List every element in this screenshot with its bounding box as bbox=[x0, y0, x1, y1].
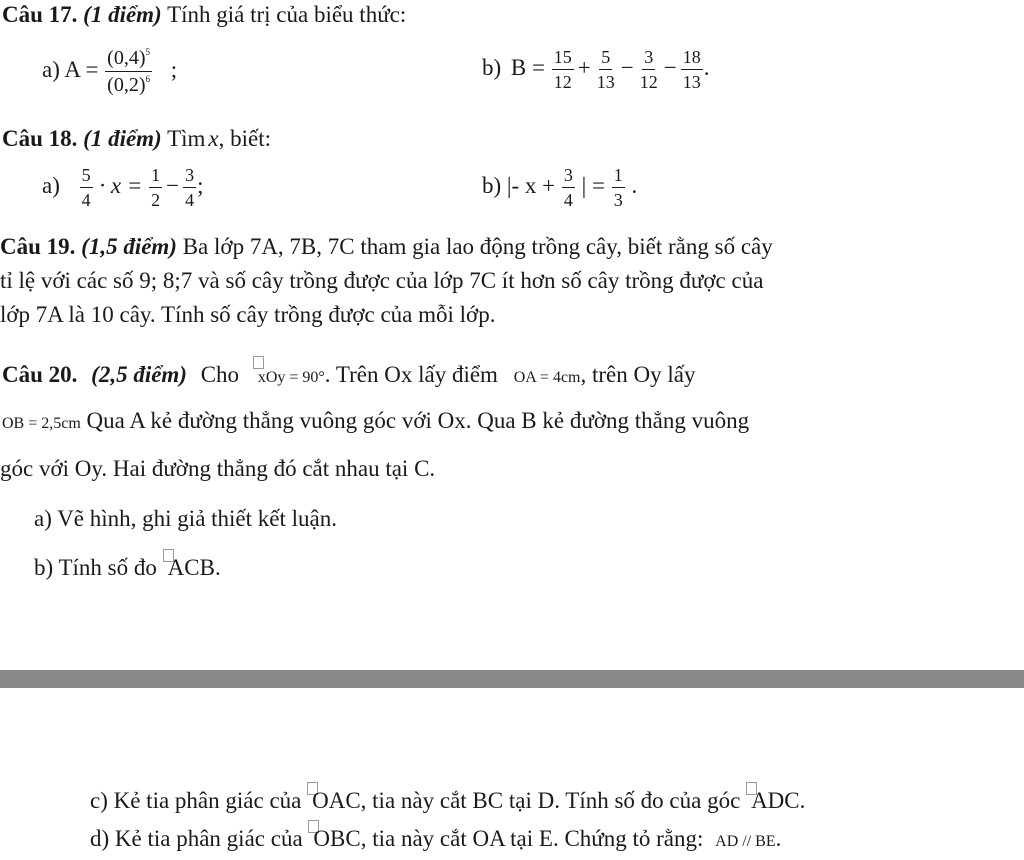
q17-b-op-2: − bbox=[620, 54, 634, 80]
q18-prompt-pre: Tìm bbox=[167, 126, 206, 151]
q20-d-mid: , tia này cắt OA tại E. Chứng tỏ rằng: bbox=[360, 826, 704, 851]
q18-label: Câu 18. bbox=[2, 126, 78, 151]
q20-c-end: . bbox=[799, 788, 806, 813]
q17-b-frac-4-den: 13 bbox=[682, 72, 701, 92]
q17-a-label: a) bbox=[42, 56, 60, 82]
q20-d-angle: OBC bbox=[313, 826, 361, 851]
q17-b-frac-4 bbox=[681, 48, 703, 91]
q20-oa: OA = 4cm bbox=[513, 369, 581, 386]
q19-line-2: tỉ lệ với các số 9; 8;7 và số cây trồng được của lớp 7C ít hơn số cây trồng được của bbox=[0, 268, 764, 293]
q17-b-frac-4-num: 18 bbox=[681, 48, 703, 70]
q20-l1-c: , trên Oy lấy bbox=[580, 362, 696, 387]
q18-part-b bbox=[482, 166, 637, 209]
q17-b-frac-3-den: 12 bbox=[639, 72, 658, 92]
q20-points: (2,5 điểm) bbox=[91, 362, 187, 387]
q20-b-end: . bbox=[214, 555, 221, 580]
q17-b-frac-3 bbox=[638, 48, 660, 91]
q17-a-num: (0,4) bbox=[107, 47, 146, 69]
q17-b-frac-2 bbox=[595, 48, 617, 91]
q17-b-frac-2-den: 13 bbox=[596, 72, 615, 92]
q18-a-mid: · x = bbox=[99, 172, 143, 198]
q19-label: Câu 19. bbox=[0, 234, 76, 259]
q17-a-den-exp: 6 bbox=[145, 74, 150, 84]
q20-b-pre: b) Tính số đo bbox=[34, 555, 157, 580]
q18-b-frac-2-num: 1 bbox=[612, 166, 625, 188]
q19-line1-text: Ba lớp 7A, 7B, 7C tham gia lao động trồng cây, biết rằng số cây bbox=[182, 234, 773, 259]
q18-a-frac-1 bbox=[80, 166, 93, 209]
angle-mark-icon bbox=[253, 356, 264, 369]
q20-label: Câu 20. bbox=[2, 362, 78, 387]
q17-prompt: Tính giá trị của biểu thức: bbox=[167, 2, 407, 27]
q18-prompt-post: , biết: bbox=[218, 126, 272, 151]
q20-part-a: a) Vẽ hình, ghi giả thiết kết luận. bbox=[34, 506, 337, 531]
q18-a-end: ; bbox=[197, 172, 204, 198]
q18-points: (1 điểm) bbox=[83, 126, 162, 151]
q18-a-frac-1-num: 5 bbox=[80, 166, 93, 188]
q20-b-angle: ACB bbox=[167, 555, 215, 580]
q20-l1-a: Cho bbox=[200, 362, 240, 387]
q20-line-2 bbox=[2, 408, 749, 434]
q17-a-den: (0,2) bbox=[107, 74, 146, 96]
q17-a-num-exp: 5 bbox=[145, 47, 150, 57]
q18-b-end: . bbox=[631, 172, 638, 198]
q18-a-frac-2 bbox=[149, 166, 162, 209]
q17-label: Câu 17. bbox=[2, 2, 78, 27]
q18-b-frac-2-den: 3 bbox=[613, 190, 623, 210]
q17-part-a bbox=[42, 48, 177, 95]
q17-b-end: . bbox=[703, 54, 710, 80]
q20-part-c bbox=[90, 782, 805, 814]
q20-c-mid: , tia này cắt BC tại D. Tính số đo của góc bbox=[360, 788, 741, 813]
q19-line-3: lớp 7A là 10 cây. Tính số cây trồng được của mỗi lớp. bbox=[0, 302, 496, 327]
q17-a-lhs: A = bbox=[64, 56, 99, 82]
q17-b-frac-3-num: 3 bbox=[642, 48, 655, 70]
q18-prompt-var: x bbox=[208, 126, 219, 151]
q17-part-b bbox=[482, 48, 709, 91]
q18-a-frac-2-num: 1 bbox=[149, 166, 162, 188]
q17-b-lhs: B = bbox=[510, 54, 545, 80]
q20-angle-xoy-text: xOy = 90° bbox=[257, 369, 325, 386]
q18-b-pre: |- x + bbox=[506, 172, 556, 198]
q20-d-relation: AD // BE bbox=[715, 833, 776, 850]
q20-c-angle-1: OAC bbox=[312, 788, 361, 813]
q18-heading bbox=[2, 126, 271, 152]
q18-a-frac-3-den: 4 bbox=[185, 190, 195, 210]
q17-b-op-3: − bbox=[663, 54, 677, 80]
q17-b-frac-1-num: 15 bbox=[552, 48, 574, 70]
q18-part-a bbox=[42, 166, 203, 209]
q20-l2-text: Qua A kẻ đường thẳng vuông góc với Ox. Qua B kẻ đường thẳng vuông bbox=[86, 408, 750, 433]
q17-points: (1 điểm) bbox=[83, 2, 162, 27]
q20-d-pre: d) Kẻ tia phân giác của bbox=[90, 826, 303, 851]
page-divider bbox=[0, 670, 1024, 688]
q18-a-label: a) bbox=[42, 172, 60, 198]
q17-b-frac-1-den: 12 bbox=[553, 72, 572, 92]
q17-b-label: b) bbox=[482, 54, 502, 80]
q18-b-mid: | = bbox=[581, 172, 605, 198]
q20-angle-xoy bbox=[253, 369, 325, 386]
q20-c-angle-2: ADC bbox=[751, 788, 800, 813]
q17-b-frac-1 bbox=[552, 48, 574, 91]
q20-l1-b: . Trên Ox lấy điểm bbox=[324, 362, 498, 387]
q18-b-frac-1-num: 3 bbox=[562, 166, 575, 188]
q18-b-frac-2 bbox=[612, 166, 625, 209]
q18-b-label: b) bbox=[482, 172, 502, 198]
q20-d-end: . bbox=[775, 826, 782, 851]
q18-a-frac-1-den: 4 bbox=[81, 190, 91, 210]
q20-part-d bbox=[90, 820, 781, 852]
q17-b-op-1: + bbox=[577, 54, 591, 80]
q18-b-frac-1-den: 4 bbox=[563, 190, 573, 210]
q20-line-3: góc với Oy. Hai đường thẳng đó cắt nhau tại C. bbox=[0, 456, 436, 481]
q19-line-1 bbox=[0, 234, 773, 260]
q20-part-b bbox=[34, 549, 221, 581]
q17-a-end: ; bbox=[170, 56, 178, 82]
q18-a-op: − bbox=[166, 172, 180, 198]
q20-ob: OB = 2,5cm bbox=[2, 415, 81, 432]
q18-b-frac-1 bbox=[562, 166, 575, 209]
q20-c-pre: c) Kẻ tia phân giác của bbox=[90, 788, 302, 813]
q18-a-frac-3 bbox=[183, 166, 196, 209]
q17-b-frac-2-num: 5 bbox=[599, 48, 612, 70]
q18-a-frac-2-den: 2 bbox=[151, 190, 161, 210]
q17-a-fraction bbox=[105, 48, 152, 95]
q20-line-1 bbox=[2, 356, 695, 388]
q17-heading bbox=[2, 2, 406, 28]
q18-a-frac-3-num: 3 bbox=[183, 166, 196, 188]
q19-points: (1,5 điểm) bbox=[81, 234, 177, 259]
